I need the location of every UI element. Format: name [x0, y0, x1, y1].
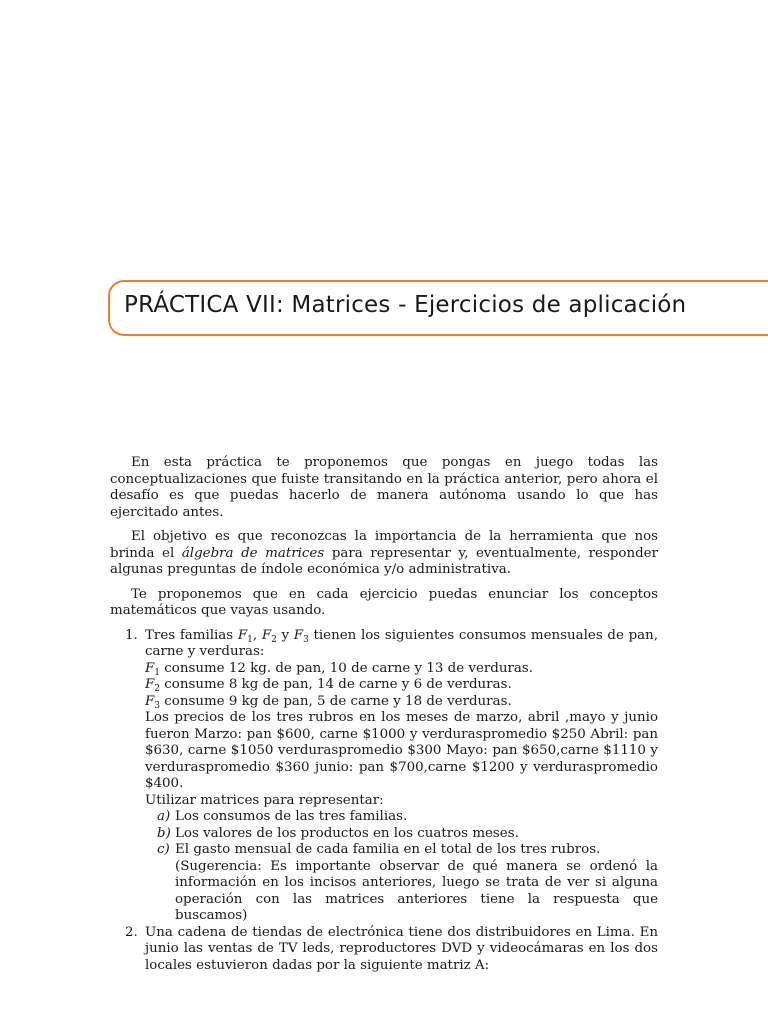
page-title: PRÁCTICA VII: Matrices - Ejercicios de aplicación	[124, 292, 687, 318]
family-1-line: $F_1$ consume 12 kg. de pan, 10 de carne y 13 de verduras.	[145, 660, 533, 678]
sub-item-label: c)	[157, 842, 170, 857]
sub-item-c	[145, 842, 658, 859]
sub-item-text: Los valores de los productos en los cuatros meses.	[175, 825, 519, 841]
sub-item-label: a)	[157, 809, 171, 824]
proposal-paragraph: Te proponemos que en cada ejercicio puedas enunciar los conceptos matemáticos que vayas usando.	[110, 586, 658, 618]
exercise-1-intro: Tres familias $F_1$, $F_2$ y $F_3$ tienen los siguientes consumos mensuales de pan, carne y verduras:	[145, 627, 659, 659]
exercise-list	[110, 628, 658, 975]
document-body	[110, 455, 658, 974]
prices-text: Los precios de los tres rubros en los meses de marzo, abril ,mayo y junio fueron Marzo: pan $600, carne $1000 y verduraspromedio $250 Abril: pan $630, carne $1050 verduraspromedio $300 Mayo: pan $650,carne $1110 y verduraspromedio $360 junio: pan $700,carne $1200 y verduraspromedio $400.	[145, 710, 658, 791]
sub-item-text: Los consumos de las tres familias.	[175, 809, 408, 824]
instruction-text: Utilizar matrices para representar:	[145, 792, 384, 808]
exercise-2-text: Una cadena de tiendas de electrónica tiene dos distribuidores en Lima. En junio las ventas de TV leds, reproductores DVD y videocámaras en los dos locales estuvieron dadas por la siguiente matriz A:	[145, 924, 658, 973]
exercise-2	[110, 925, 658, 975]
objective-paragraph	[110, 529, 658, 579]
family-3-line: $F_3$ consume 9 kg de pan, 5 de carne y 18 de verduras.	[145, 693, 512, 711]
sub-item-a	[145, 809, 658, 826]
exercise-number: 1.	[125, 627, 138, 643]
sub-item-label: b)	[157, 825, 171, 841]
exercise-1	[110, 628, 658, 925]
objective-emphasis: álgebra de matrices	[181, 545, 325, 561]
sub-item-text: El gasto mensual de cada familia en el total de los tres rubros.	[175, 842, 601, 857]
objective-text-before: El objetivo es que reconozcas la importancia de la herramienta que nos brinda el	[110, 529, 658, 561]
objective-text-after: para representar y, eventualmente, responder algunas preguntas de índole económica y/o administrativa.	[110, 545, 658, 577]
family-2-line: $F_2$ consume 8 kg de pan, 14 de carne y 6 de verduras.	[145, 677, 512, 694]
sub-item-b	[145, 826, 658, 843]
suggestion-note: (Sugerencia: Es importante observar de qué manera se ordenó la información en los incisos anteriores, luego se trata de ver si alguna operación con las matrices anteriores tiene la respuesta que buscamos)	[175, 858, 658, 923]
intro-paragraph: En esta práctica te proponemos que pongas en juego todas las conceptualizaciones que fuiste transitando en la práctica anterior, pero ahora el desafío es que puedas hacerlo de manera autónoma usando lo que has ejercitado antes.	[110, 455, 658, 520]
exercise-number: 2.	[125, 924, 138, 940]
